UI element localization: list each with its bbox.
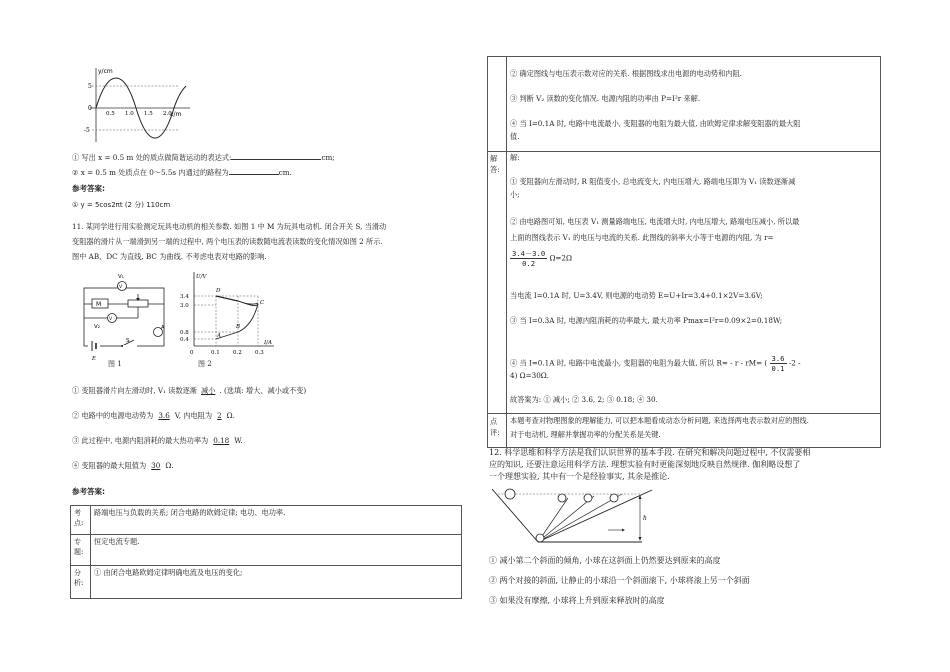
circuit-diagram [78,272,173,370]
wave-x-tick: 2.0 [163,111,172,117]
q12-l1: 12. 科学思维和科学方法是我们认识世界的基本手段. 在研究和解决问题过程中, 不仅需要相 [489,448,811,457]
q12-l3: 一个理想实验, 其中有一个是经验事实, 其余是推论. [489,472,670,481]
q10-answer: ① y = 5cos2πt (2 分) 110cm [72,201,171,209]
q11-sub2: ② 电路中的电源电动势为 3.6 V, 内电阻为 2 Ω. [72,411,235,420]
ui-x-tick: 0.1 [211,350,220,356]
solution-head: 解答: [490,154,500,174]
q12-l2: 应的知识, 还要注意运用科学方法. 理想实验有时更能深刻地反映自然规律. 伽利略设想了 [489,460,801,469]
solution-l3: 上面的图线表示 V₁ 的电压与电流的关系. 此图线的斜率大小等于电源的内阻, 为 r= [510,233,774,242]
q11-sub3: ③ 此过程中, 电源内阻消耗的最大热功率为 0.18 W. [72,436,243,445]
q11-stem-line2: 变阻器的滑片从一端滑到另一端的过程中, 两个电压表的读数随电流表读数的变化情况如图 2 所示. [72,237,383,246]
q11-sub4: ④ 变阻器的最大阻值为 30 Ω. [72,461,174,470]
ui-graph [178,270,278,362]
table-text-zhuanti: 恒定电流专题. [91,535,462,566]
solution-l6: ④ 当 I=0.1A 时, 电路中电流最小, 变阻器的电阻为最大值, 所以 R= - r - rM= ( $\frac{3.6}{0.1}$ -2 - [510,354,801,373]
wave-x-tick: 1.0 [125,111,134,117]
table-head-fenxi: 分析: [71,566,91,599]
frac2-denominator: 0.1 [771,364,785,373]
table-text-fenxi: ① 由闭合电路欧姆定律明确电流及电压的变化; [91,566,462,599]
ref-answer-label: 参考答案: [72,184,105,193]
q10-part1: ① 写出 x = 0.5 m 处的质点做简谐运动的表达式: cm; [72,153,335,162]
frac2-numerator: 3.6 [771,354,785,363]
ui-x-tick: 0 [190,350,194,356]
solution-l5: ③ 当 I=0.3A 时, 电源内阻消耗的功率最大, 最大功率 Pmax=I²r=0.09×2=0.18W; [510,316,783,325]
ui-y-axis-label: U/V [196,274,207,280]
svg-text:V: V [109,317,113,322]
battery-label: E [92,356,97,362]
inclined-planes-figure [492,486,662,548]
analysis-line4b: 值. [510,132,520,141]
q12-statement-1: ① 减小第二个斜面的倾角, 小球在这斜面上仍然要达到原来的高度 [489,556,721,565]
point-d: D [216,288,221,294]
comment-l1: 本题考查对物理图象的理解能力, 可以把本题看成动态分析问题, 来选择两电表示数对应的图线. [510,416,809,425]
point-c: C [260,300,265,306]
height-label: h [643,515,647,522]
q11-stem-line1: 11. 某同学进行用实验测定玩具电动机的相关参数. 如图 1 中 M 为玩具电动机. 闭合开关 S, 当滑动 [72,222,387,231]
comment-l2: 对于电动机, 理解并掌握功率的分配关系是关键. [510,430,661,439]
wave-x-axis-label: x/m [170,111,182,118]
ui-y-tick: 3.4 [180,294,189,300]
solution-l6b: 4) Ω=30Ω. [510,371,550,380]
svg-text:V: V [119,285,123,290]
circuit-v1-label: V₁ [118,274,124,280]
analysis-line4: ④ 当 I=0.1A 时, 电路中电流最小, 变阻器的电阻为最大值, 由欧姆定律求解变阻器的最大阻 [510,119,801,128]
ref-answer-label-2: 参考答案: [72,487,105,496]
table-text-kaodian: 路端电压与负载的关系; 闭合电路的欧姆定律; 电功、电功率. [91,506,462,535]
point-a: A [217,333,221,339]
table-head-zhuanti: 专题: [71,535,91,566]
analysis-table-left [70,505,462,599]
ui-y-tick: 0.4 [180,337,189,343]
solution-start: 解: [510,153,520,162]
q11-stem-line3: 图中 AB、DC 为直线, BC 为曲线. 不考虑电表对电路的影响. [72,252,267,261]
wave-y-tick: 0 [88,105,92,112]
analysis-line3: ③ 判断 V₂ 读数的变化情况. 电源内阻的功率由 P=I²r 来解. [510,94,701,103]
wave-y-axis-label: y/cm [98,68,113,75]
solution-l2: ② 由电路图可知, 电压表 V₁ 测量路端电压, 电流增大时, 内电压增大, 路端电压减小, 所以最 [510,217,800,226]
ammeter-label: A [161,325,165,331]
wave-x-tick: 1.5 [144,111,153,117]
wave-graph [78,64,193,144]
q12-statement-3: ③ 如果没有摩擦, 小球将上升到原来释放时的高度 [489,596,665,605]
comment-head: 点评: [490,417,500,437]
fig2-caption: 图 2 [198,360,212,368]
frac1-denominator: 0.2 [522,259,536,268]
ui-y-tick: 0.8 [180,330,189,336]
ui-x-tick: 0.3 [255,350,264,356]
ui-x-tick: 0.2 [233,350,242,356]
motor-label: M [96,301,102,308]
q11-sub1: ① 变阻器滑片向左滑动时, V₁ 读数逐渐 减小 . (选填: 增大、减小或不变) [72,386,307,395]
circuit-v2-label: V₂ [94,324,100,330]
analysis-line2: ② 确定图线与电压表示数对应的关系. 根据图线求出电源的电动势和内阻. [510,69,742,78]
frac1-numerator: 3.4－3.0 [512,249,546,258]
q10-part2: ② x = 0.5 m 处质点在 0～5.5s 内通过的路程为 cm. [72,168,292,177]
wave-y-tick: -5 [84,127,90,134]
ui-y-tick: 3.0 [180,303,189,309]
solution-l1: ① 变阻器向左滑动时, R 阻值变小, 总电流变大, 内电压增大, 路端电压即为 V₁ 读数逐渐减 [510,177,796,186]
q12-statement-2: ② 两个对接的斜面, 让静止的小球沿一个斜面滚下, 小球将滚上另一个斜面 [489,576,750,585]
wave-y-tick: 5 [88,83,92,90]
table-head-kaodian: 考点: [71,506,91,535]
fig1-caption: 图 1 [108,360,122,368]
switch-label: S [126,338,130,344]
solution-l4: 当电流 I=0.1A 时, U=3.4V, 则电源的电动势 E=U+Ir=3.4+0.1×2V=3.6V; [510,291,763,300]
solution-frac1: $\frac{3.4-3.0}{0.2}$ Ω=2Ω [512,249,572,268]
point-b: B [236,324,241,330]
solution-l1b: 小; [510,190,520,199]
ui-x-axis-label: I/A [264,340,272,346]
solution-final-answer: 故答案为: ① 减小; ② 3.6, 2; ③ 0.18; ④ 30. [510,395,658,404]
wave-x-tick: 0.5 [106,111,115,117]
